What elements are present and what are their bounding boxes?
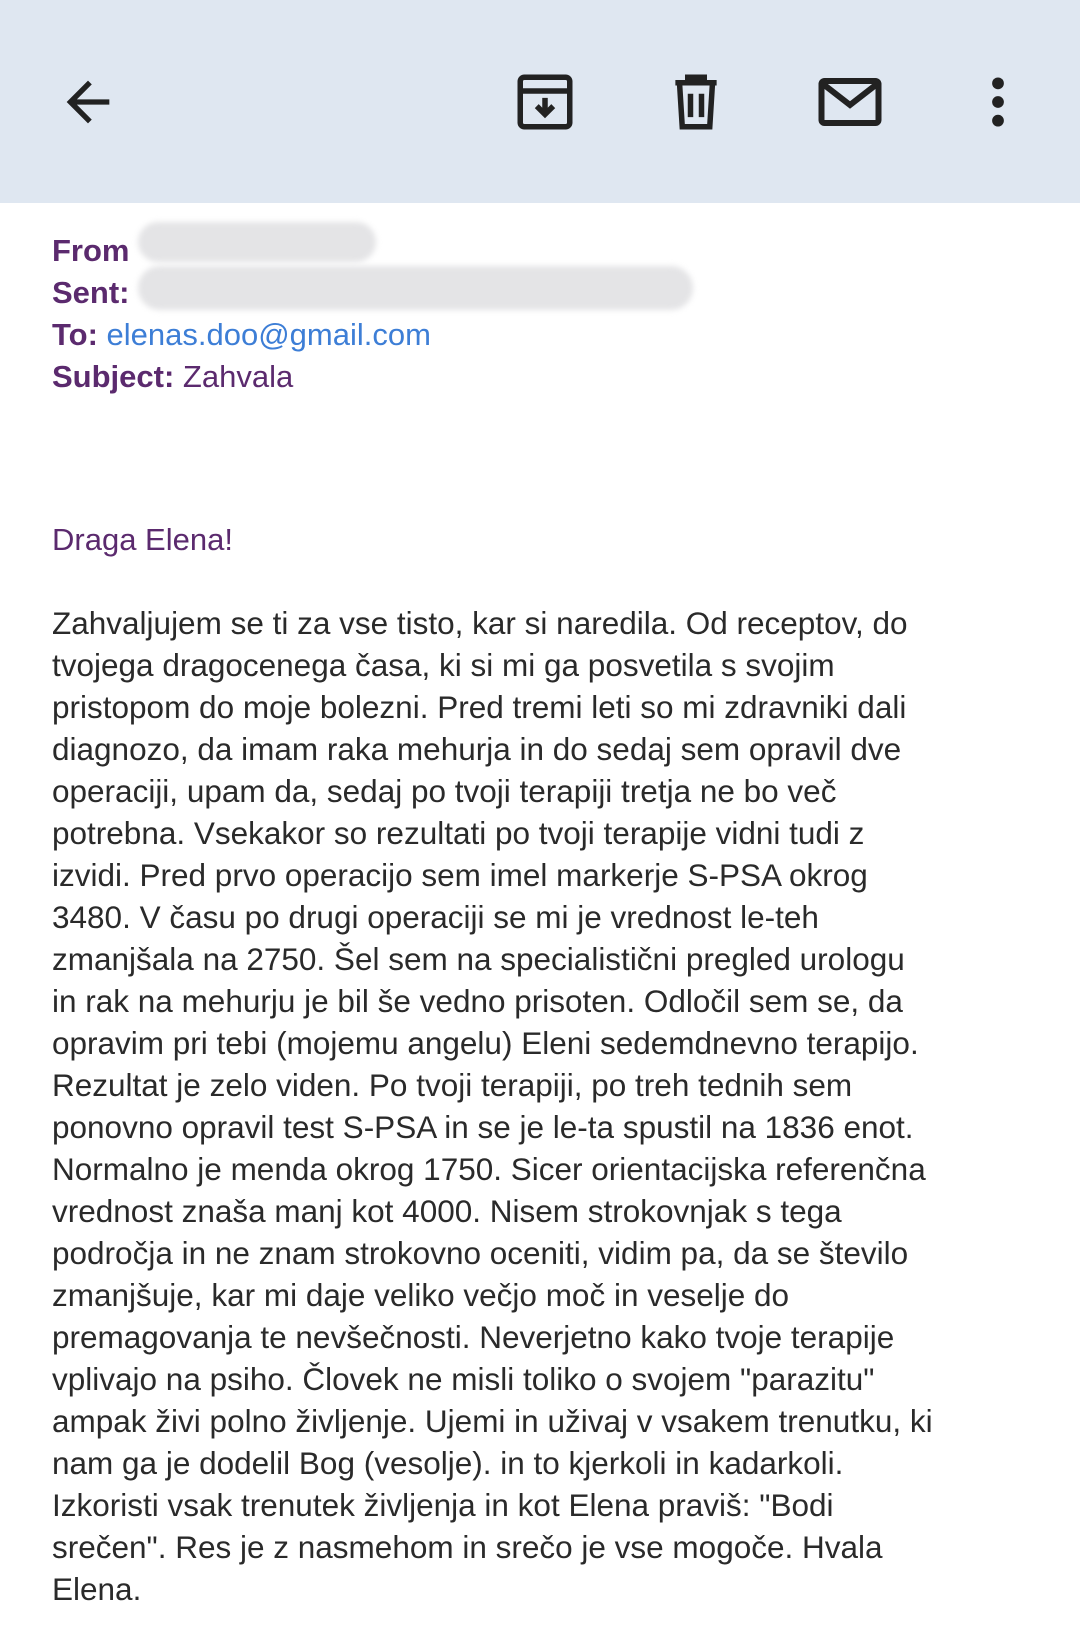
mail-icon — [814, 66, 886, 138]
body-line: Zahvaljujem se ti za vse tisto, kar si naredila. Od receptov, do — [52, 605, 908, 641]
body-line: ponovno opravil test S-PSA in se je le-ta spustil na 1836 enot. — [52, 1109, 914, 1145]
body-line: premagovanja te nevšečnosti. Neverjetno kako tvoje terapije — [52, 1319, 895, 1355]
delete-button[interactable] — [656, 62, 736, 142]
back-button[interactable] — [48, 62, 128, 142]
to-email-link[interactable]: elenas.doo@gmail.com — [106, 317, 431, 352]
body-line: področja in ne znam strokovno oceniti, vidim pa, da se število — [52, 1235, 909, 1271]
arrow-back-icon — [56, 70, 120, 134]
body-line: in rak na mehurju je bil še vedno prisoten. Odločil sem se, da — [52, 983, 903, 1019]
body-line: zmanjšala na 2750. Šel sem na specialistični pregled urologu — [52, 941, 905, 977]
redacted-sender — [138, 222, 376, 262]
body-line: izvidi. Pred prvo operacijo sem imel markerje S-PSA okrog — [52, 857, 868, 893]
body-line: potrebna. Vsekakor so rezultati po tvoji terapije vidni tudi z — [52, 815, 865, 851]
body-line: pristopom do moje bolezni. Pred tremi leti so mi zdravniki dali — [52, 689, 907, 725]
body-line: Izkoristi vsak trenutek življenja in kot Elena praviš: "Bodi — [52, 1487, 834, 1523]
subject-value: Zahvala — [182, 359, 294, 394]
subject-label: Subject: — [52, 359, 175, 394]
more-vert-icon — [966, 70, 1030, 134]
to-row — [52, 314, 431, 356]
archive-button[interactable] — [505, 62, 585, 142]
subject-row — [52, 356, 431, 398]
body-line: ampak živi polno življenje. Ujemi in uživaj v vsakem trenutku, ki — [52, 1403, 933, 1439]
body-line: srečen". Res je z nasmehom in srečo je vse mogoče. Hvala — [52, 1529, 883, 1565]
body-line: operaciji, upam da, sedaj po tvoji terapiji tretja ne bo več — [52, 773, 837, 809]
body-line: Rezultat je zelo viden. Po tvoji terapiji, po treh tednih sem — [52, 1067, 853, 1103]
archive-icon — [512, 69, 578, 135]
sent-label: Sent: — [52, 275, 130, 310]
from-label: From — [52, 233, 130, 268]
top-app-bar — [0, 0, 1080, 203]
mark-unread-button[interactable] — [810, 62, 890, 142]
to-label: To: — [52, 317, 98, 352]
body-line: Normalno je menda okrog 1750. Sicer orientacijska referenčna — [52, 1151, 926, 1187]
body-line: vplivajo na psiho. Človek ne misli toliko o svojem "parazitu" — [52, 1361, 875, 1397]
body-line: zmanjšuje, kar mi daje veliko večjo moč in veselje do — [52, 1277, 790, 1313]
body-line: opravim pri tebi (mojemu angelu) Eleni sedemdnevno terapijo. — [52, 1025, 919, 1061]
body-line: nam ga je dodelil Bog (vesolje). in to kjerkoli in kadarkoli. — [52, 1445, 844, 1481]
greeting: Draga Elena! — [52, 522, 233, 557]
body-line: vrednost znaša manj kot 4000. Nisem strokovnjak s tega — [52, 1193, 842, 1229]
message-body — [52, 602, 1042, 1610]
body-line: Elena. — [52, 1571, 142, 1607]
trash-icon — [663, 69, 729, 135]
body-line: diagnozo, da imam raka mehurja in do sedaj sem opravil dve — [52, 731, 902, 767]
body-line: 3480. V času po drugi operaciji se mi je vrednost le-teh — [52, 899, 819, 935]
more-options-button[interactable] — [958, 62, 1038, 142]
redacted-sent-date — [138, 266, 693, 310]
body-line: tvojega dragocenega časa, ki si mi ga posvetila s svojim — [52, 647, 835, 683]
